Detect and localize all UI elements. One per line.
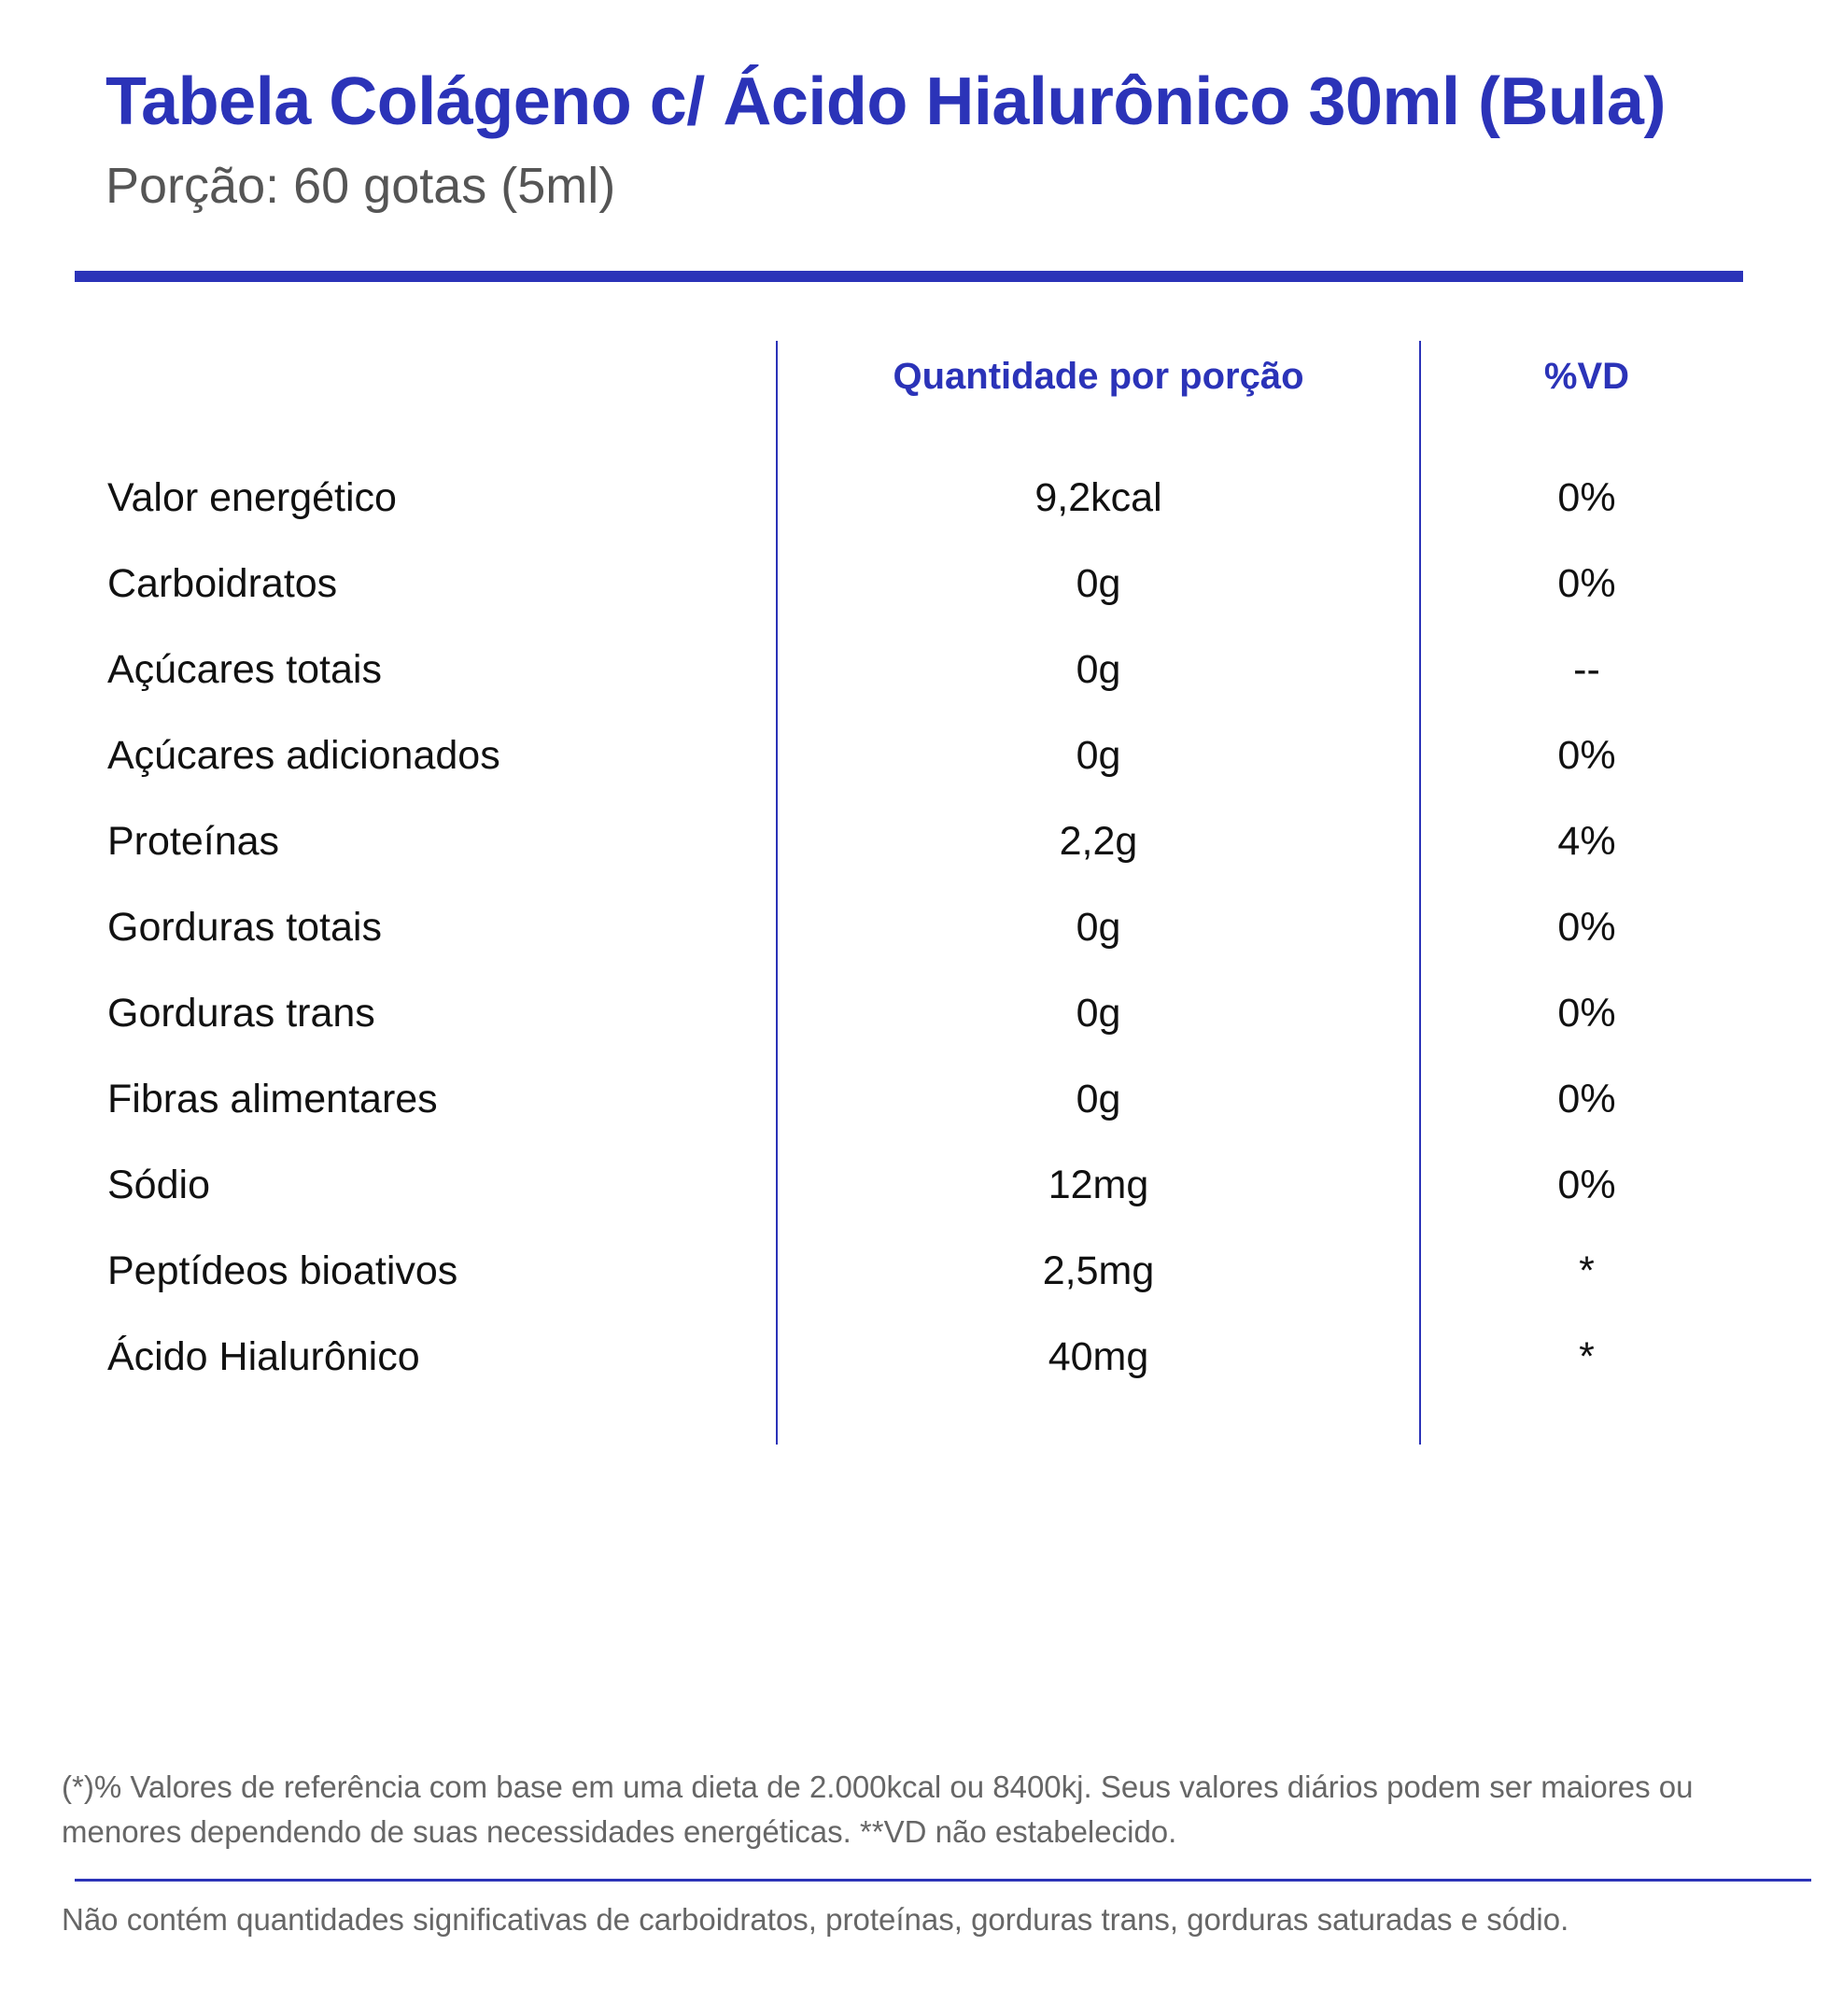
nutrient-vd: -- (1573, 647, 1600, 692)
nutrient-vd: 0% (1557, 475, 1616, 520)
nutrient-name: Proteínas (107, 819, 280, 864)
nutrient-vd: 0% (1557, 733, 1616, 778)
table-row (0, 472, 1829, 557)
nutrient-amount: 0g (1076, 905, 1121, 950)
nutrient-name: Sódio (107, 1163, 210, 1207)
table-row (0, 643, 1829, 729)
nutrient-name: Valor energético (107, 475, 397, 520)
nutrient-name: Fibras alimentares (107, 1077, 438, 1121)
nutrient-amount: 0g (1076, 991, 1121, 1036)
nutrient-name: Carboidratos (107, 561, 338, 606)
nutrient-name: Ácido Hialurônico (107, 1334, 420, 1379)
table-row (0, 1331, 1829, 1417)
nutrient-amount: 9,2kcal (1034, 475, 1162, 520)
nutrient-amount: 12mg (1048, 1163, 1149, 1207)
nutrient-vd: 0% (1557, 561, 1616, 606)
table-row (0, 1245, 1829, 1331)
nutrient-amount: 0g (1076, 647, 1121, 692)
footnote: (*)% Valores de referência com base em uma dieta de 2.000kcal ou 8400kj. Seus valores diários podem ser maiores ou menores dependendo de suas necessidades energéticas. **VD não estabelecido. (62, 1769, 1694, 1849)
serving-size: Porção: 60 gotas (5ml) (106, 158, 616, 214)
nutrient-amount: 0g (1076, 561, 1121, 606)
nutrient-name: Açúcares totais (107, 647, 382, 692)
table-row (0, 1073, 1829, 1159)
nutrient-vd: 0% (1557, 905, 1616, 950)
nutrient-amount: 0g (1076, 1077, 1121, 1121)
table-row (0, 815, 1829, 901)
nutrient-amount: 0g (1076, 733, 1121, 778)
nutrient-name: Gorduras trans (107, 991, 375, 1036)
nutrient-amount: 40mg (1048, 1334, 1149, 1379)
table-row (0, 557, 1829, 643)
nutrient-vd: 0% (1557, 1077, 1616, 1121)
table-row (0, 729, 1829, 815)
table-row (0, 1159, 1829, 1245)
footer-divider (75, 1879, 1811, 1882)
nutrient-vd: 0% (1557, 1163, 1616, 1207)
column-header-vd: %VD (1543, 356, 1630, 397)
nutrient-amount: 2,5mg (1042, 1248, 1155, 1293)
nutrient-name: Peptídeos bioativos (107, 1248, 458, 1293)
nutrient-vd: 4% (1557, 819, 1616, 864)
page-title: Tabela Colágeno c/ Ácido Hialurônico 30ml (Bula) (106, 64, 1666, 139)
header-divider (75, 271, 1743, 282)
nutrition-table (0, 472, 1829, 1417)
disclaimer: Não contém quantidades significativas de carboidratos, proteínas, gorduras trans, gorduras saturadas e sódio. (62, 1902, 1569, 1937)
column-header-quantity: Quantidade por porção (893, 356, 1304, 397)
table-row (0, 987, 1829, 1073)
nutrient-vd: 0% (1557, 991, 1616, 1036)
table-row (0, 901, 1829, 987)
nutrient-name: Gorduras totais (107, 905, 382, 950)
nutrient-name: Açúcares adicionados (107, 733, 500, 778)
nutrient-amount: 2,2g (1059, 819, 1138, 864)
nutrient-vd: * (1579, 1334, 1595, 1379)
nutrient-vd: * (1579, 1248, 1595, 1293)
